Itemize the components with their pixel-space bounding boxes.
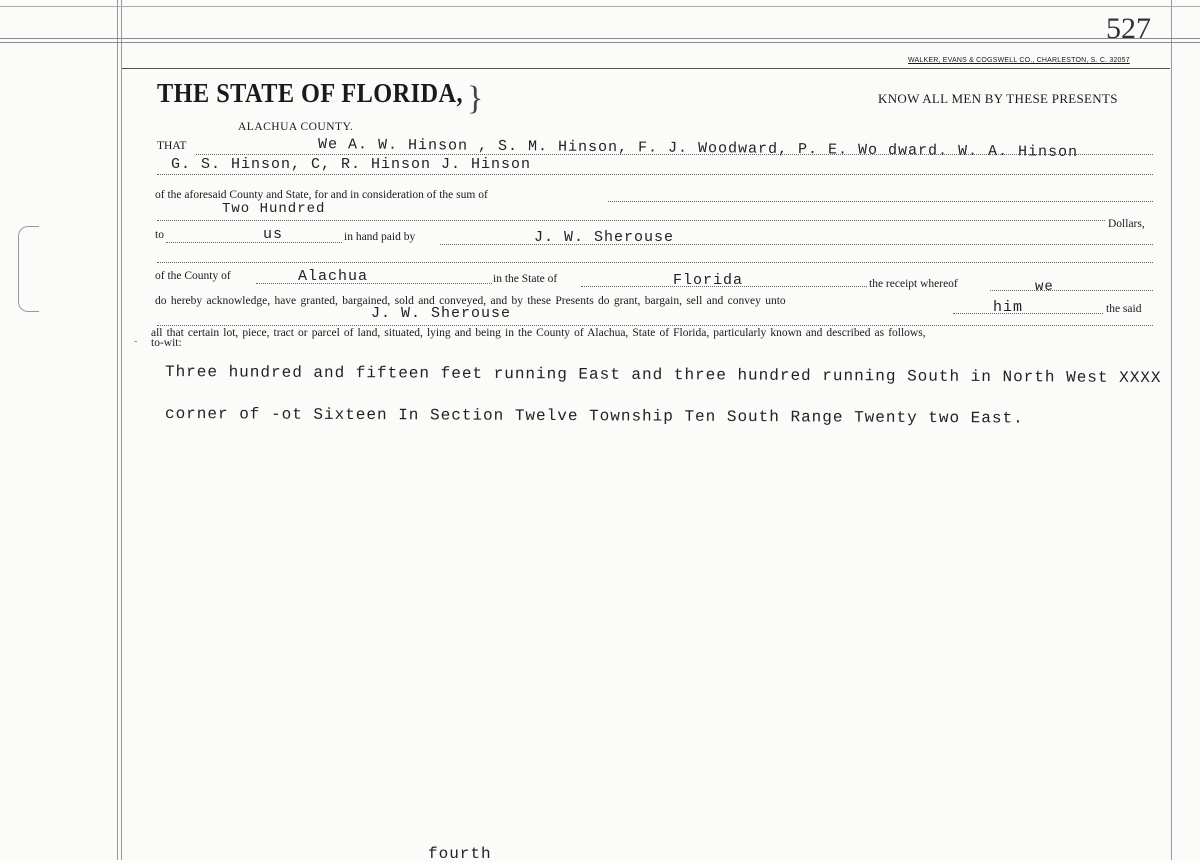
consideration-line bbox=[608, 201, 1153, 202]
paid-by-value: J. W. Sherouse bbox=[534, 229, 675, 246]
left-margin-rule bbox=[117, 0, 118, 860]
county-label: ALACHUA COUNTY. bbox=[238, 121, 354, 133]
unto-value: him bbox=[993, 299, 1024, 316]
sum-text: Two Hundred bbox=[222, 201, 326, 217]
grantors-line-1: We A. W. Hinson , S. M. Hinson, F. J. Woodward, P. E. Wo dward. W. A. Hinson bbox=[317, 136, 1079, 161]
state-of-label: in the State of bbox=[493, 273, 558, 285]
receipt-line bbox=[990, 290, 1153, 291]
the-said-label: the said bbox=[1106, 303, 1142, 315]
state-title: THE STATE OF FLORIDA, bbox=[157, 78, 464, 108]
paid-by-line-2 bbox=[157, 262, 1153, 263]
in-hand-label: in hand paid by bbox=[344, 231, 416, 243]
know-all-heading: KNOW ALL MEN BY THESE PRESENTS bbox=[878, 91, 1118, 106]
bottom-word: fourth bbox=[428, 845, 492, 863]
margin-tick: - bbox=[134, 336, 138, 347]
receipt-label: the receipt whereof bbox=[869, 278, 958, 290]
county-value: Alachua bbox=[298, 268, 369, 285]
grantors-line-rule bbox=[157, 174, 1153, 175]
top-rule bbox=[0, 6, 1200, 7]
form-top-rule bbox=[122, 68, 1170, 69]
state-value: Florida bbox=[673, 272, 744, 289]
grantee-rule bbox=[157, 325, 1153, 326]
header-rule-2 bbox=[0, 42, 1200, 43]
left-margin-rule-inner bbox=[121, 0, 122, 860]
description-line-2: corner of -ot Sixteen In Section Twelve Township Ten South Range Twenty two East. bbox=[164, 405, 1024, 428]
consideration-label: of the aforesaid County and State, for and in consideration of the sum of bbox=[155, 189, 488, 201]
receipt-value: we bbox=[1035, 279, 1054, 295]
dollars-label: Dollars, bbox=[1108, 218, 1145, 230]
page-number: 527 bbox=[1106, 12, 1151, 45]
county-of-label: of the County of bbox=[155, 270, 231, 282]
description-line-1: Three hundred and fifteen feet running East and three hundred running South in North West XXXX bbox=[164, 363, 1162, 388]
that-label: THAT bbox=[157, 140, 187, 152]
to-label: to bbox=[155, 229, 164, 241]
right-margin-rule bbox=[1171, 0, 1172, 860]
header-rule bbox=[0, 38, 1200, 39]
acknowledge-text: do hereby acknowledge, have granted, bargained, sold and conveyed, and by these Presents do grant, bargain, sell and convey unto bbox=[155, 295, 786, 307]
printer-imprint: WALKER, EVANS & COGSWELL CO., CHARLESTON, S. C. 32057 bbox=[908, 57, 1130, 64]
county-of-line bbox=[256, 283, 492, 284]
binder-hole bbox=[18, 226, 39, 312]
sum-line bbox=[157, 220, 1105, 221]
to-wit-label: to-wit: bbox=[151, 337, 182, 349]
grantors-line-2: G. S. Hinson, C, R. Hinson J. Hinson bbox=[171, 156, 532, 173]
all-that-text: all that certain lot, piece, tract or parcel of land, situated, lying and being in the County of Alachua, State of Florida, particularly known and described as follows, bbox=[151, 327, 926, 339]
grantee-line: J. W. Sherouse bbox=[371, 305, 512, 322]
unto-line bbox=[953, 313, 1103, 314]
to-value: us bbox=[263, 226, 284, 243]
to-line bbox=[166, 242, 342, 243]
brace-mark: } bbox=[467, 80, 484, 117]
